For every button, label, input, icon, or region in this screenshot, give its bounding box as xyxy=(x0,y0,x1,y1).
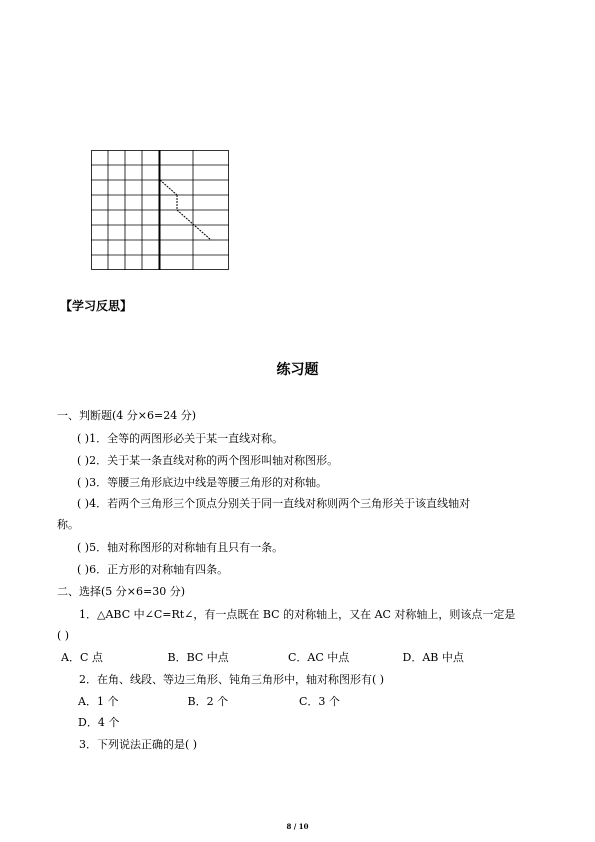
section1-heading: 一、判断题(4 分×6=24 分) xyxy=(57,409,197,422)
judgement-item-5: ( )5．轴对称图形的对称轴有且只有一条。 xyxy=(77,541,284,554)
choice-q1-text: 1．△ABC 中∠C=Rt∠，有一点既在 BC 的对称轴上，又在 AC 对称轴上，则该点一定是 xyxy=(79,608,516,621)
judgement-item-2: ( )2．关于某一条直线对称的两个图形叫轴对称图形。 xyxy=(77,454,339,467)
diagonal-segment xyxy=(160,180,177,195)
choice-q1-option-d: D．AB 中点 xyxy=(402,651,464,664)
choice-q3-text: 3．下列说法正确的是( ) xyxy=(79,738,198,751)
page-number: 8 / 10 xyxy=(286,822,309,831)
choice-q2-option-b: B．2 个 xyxy=(187,695,229,708)
judgement-item-6: ( )6．正方形的对称轴有四条。 xyxy=(77,563,229,576)
choice-q2-options xyxy=(78,695,340,709)
choice-q2-option-c: C．3 个 xyxy=(299,695,340,708)
judgement-item-3: ( )3．等腰三角形底边中线是等腰三角形的对称轴。 xyxy=(77,476,328,489)
choice-q1-option-c: C．AC 中点 xyxy=(288,651,350,664)
choice-q1-blank: ( ) xyxy=(57,629,70,642)
choice-q1-option-b: B．BC 中点 xyxy=(167,651,229,664)
judgement-item-4-cont: 称。 xyxy=(57,518,79,531)
judgement-item-4: ( )4．若两个三角形三个顶点分别关于同一直线对称则两个三角形关于该直线轴对 xyxy=(77,497,471,510)
choice-q2-option-d: D．4 个 xyxy=(78,716,120,729)
judgement-item-1: ( )1．全等的两图形必关于某一直线对称。 xyxy=(77,432,284,445)
grid-figure xyxy=(91,150,229,270)
choice-q2-option-a: A．1 个 xyxy=(78,695,119,708)
section2-heading: 二、选择(5 分×6=30 分) xyxy=(57,585,186,598)
reflection-heading: 【学习反思】 xyxy=(60,299,133,313)
choice-q1-option-a: A．C 点 xyxy=(61,651,103,664)
exercise-title: 练习题 xyxy=(276,362,319,378)
choice-q2-text: 2．在角、线段、等边三角形、钝角三角形中，轴对称图形有( ) xyxy=(79,673,385,686)
choice-q1-options xyxy=(61,651,464,665)
